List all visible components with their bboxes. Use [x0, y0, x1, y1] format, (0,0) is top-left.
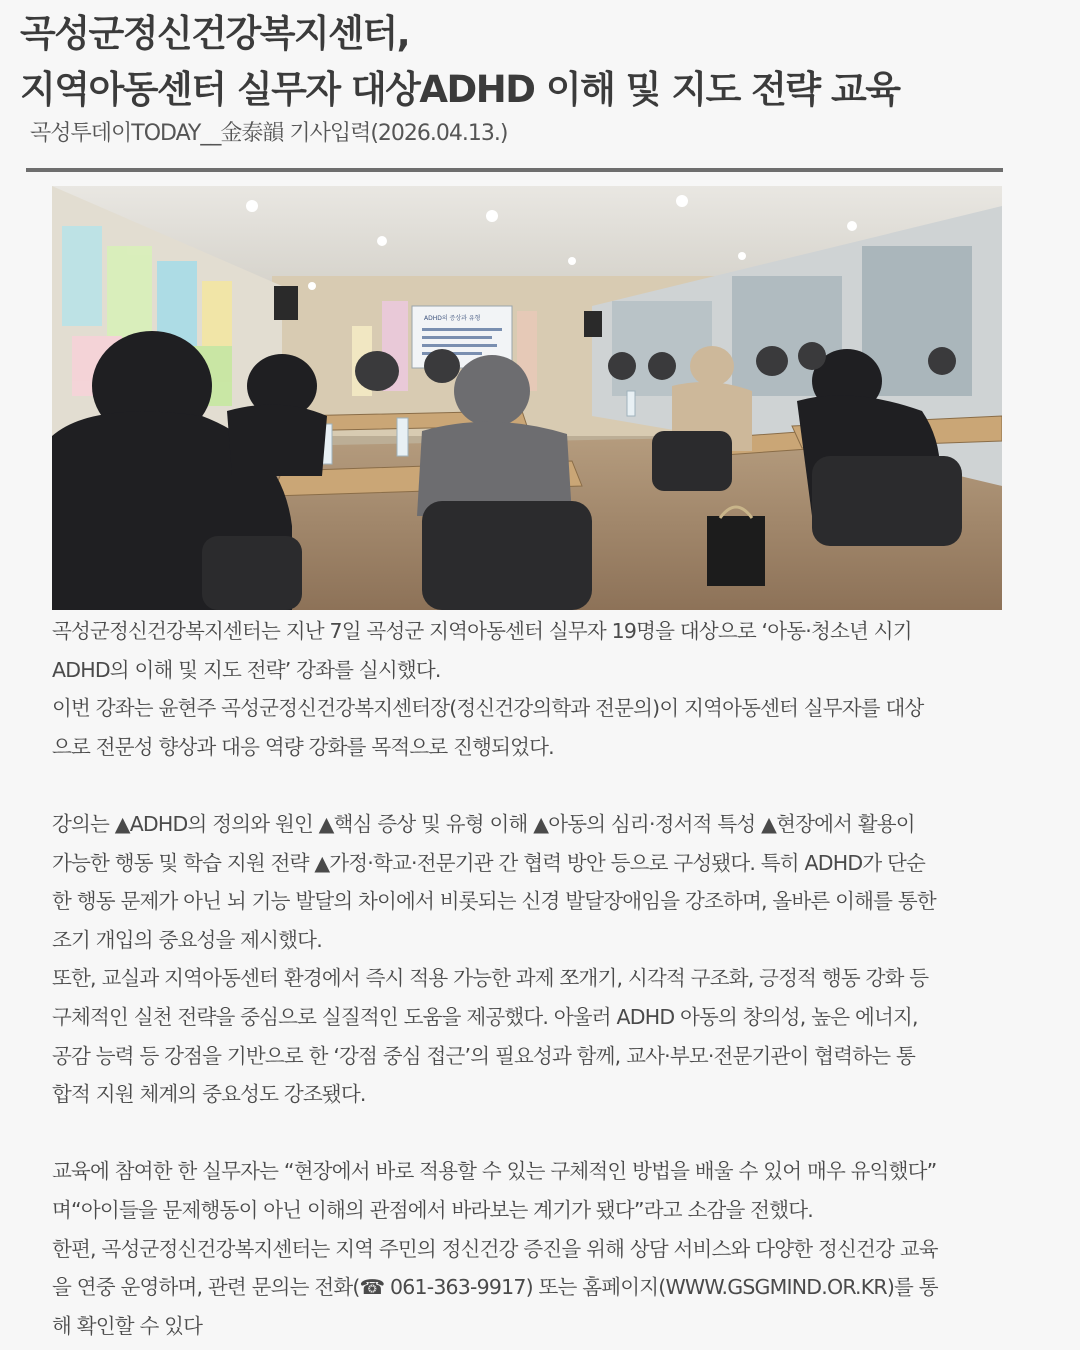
body-line: 며“아이들을 문제행동이 아닌 이해의 관점에서 바라보는 계기가 됐다”라고 소감을 전했다.	[52, 1197, 813, 1222]
title-divider	[26, 168, 1003, 172]
screen-text: ADHD의 증상과 유형	[424, 315, 481, 322]
lecture-photo-illustration	[52, 186, 1002, 610]
body-line: 곡성군정신건강복지센터는 지난 7일 곡성군 지역아동센터 실무자 19명을 대상으로 ‘아동·청소년 시기	[52, 619, 912, 643]
article-title-line: 곡성군정신건강복지센터,	[20, 12, 410, 55]
paragraph-gap	[52, 1114, 1042, 1153]
body-line: 을 연중 운영하며, 관련 문의는 전화(☎ 061-363-9917) 또는 홈페이지(WWW.GSGMIND.OR.KR)를 통	[52, 1275, 938, 1300]
body-line: 또한, 교실과 지역아동센터 환경에서 즉시 적용 가능한 과제 쪼개기, 시각적 구조화, 긍정적 행동 강화 등	[52, 966, 929, 991]
paragraph-gap	[52, 766, 1042, 805]
article-title-line: 지역아동센터 실무자 대상ADHD 이해 및 지도 전략 교육	[20, 68, 900, 111]
body-line: 한편, 곡성군정신건강복지센터는 지역 주민의 정신건강 증진을 위해 상담 서비스와 다양한 정신건강 교육	[52, 1236, 938, 1261]
body-line: 조기 개입의 중요성을 제시했다.	[52, 927, 322, 952]
body-line: 해 확인할 수 있다	[52, 1313, 203, 1338]
body-line: 이번 강좌는 윤현주 곡성군정신건강복지센터장(정신건강의학과 전문의)이 지역아동센터 실무자를 대상	[52, 696, 924, 721]
article-body	[52, 612, 1042, 1345]
body-line: 교육에 참여한 한 실무자는 “현장에서 바로 적용할 수 있는 구체적인 방법을 배울 수 있어 매우 유익했다”	[52, 1159, 937, 1184]
lecture-photo	[52, 186, 1002, 610]
body-line: 구체적인 실천 전략을 중심으로 실질적인 도움을 제공했다. 아울러 ADHD 아동의 창의성, 높은 에너지,	[52, 1004, 918, 1029]
body-line: 한 행동 문제가 아닌 뇌 기능 발달의 차이에서 비롯되는 신경 발달장애임을 강조하며, 올바른 이해를 통한	[52, 889, 936, 914]
body-line: 강의는 ▲ADHD의 정의와 원인 ▲핵심 증상 및 유형 이해 ▲아동의 심리·정서적 특성 ▲현장에서 활용이	[52, 811, 915, 836]
body-line: 으로 전문성 향상과 대응 역량 강화를 목적으로 진행되었다.	[52, 734, 554, 759]
body-line: 공감 능력 등 강점을 기반으로 한 ‘강점 중심 접근’의 필요성과 함께, 교사·부모·전문기관이 협력하는 통	[52, 1043, 916, 1068]
body-line: ADHD의 이해 및 지도 전략’ 강좌를 실시했다.	[52, 657, 441, 682]
article-byline: 곡성투데이TODAY__金泰韻 기사입력(2026.04.13.)	[30, 121, 508, 146]
article-title	[20, 6, 1070, 118]
body-line: 가능한 행동 및 학습 지원 전략 ▲가정·학교·전문기관 간 협력 방안 등으로 구성됐다. 특히 ADHD가 단순	[52, 850, 926, 875]
body-line: 합적 지원 체계의 중요성도 강조됐다.	[52, 1082, 366, 1107]
